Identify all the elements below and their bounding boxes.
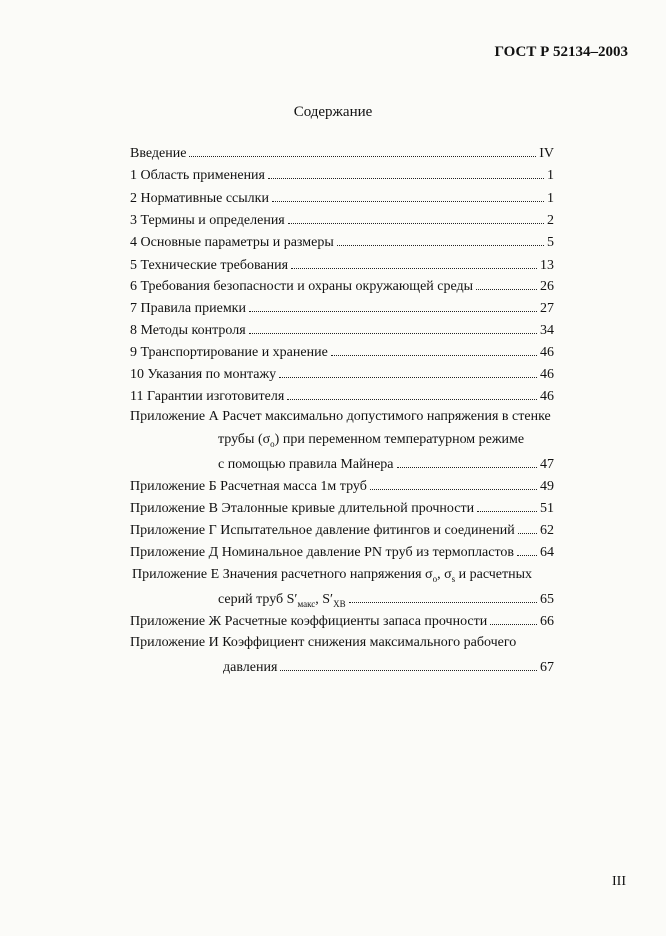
annex-e-sub-4: ХВ xyxy=(333,598,346,609)
toc-entry xyxy=(130,365,554,384)
annex-e-sub-1: o xyxy=(432,573,438,584)
page-title: Содержание xyxy=(293,104,373,120)
annex-a-line-2 xyxy=(218,431,524,453)
annex-a-line-1: Приложение А Расчет максимально допустимого напряжения в стенке xyxy=(130,409,551,424)
toc-entry-page: 49 xyxy=(540,479,554,494)
annex-i-line-2 xyxy=(223,658,554,677)
toc-leader-dots xyxy=(517,543,537,556)
toc-entry-page: 13 xyxy=(540,258,554,273)
toc-leader-dots xyxy=(249,321,537,334)
toc-entry xyxy=(130,256,554,275)
toc-entry-label: с помощью правила Майнера xyxy=(218,457,394,472)
toc-leader-dots xyxy=(477,499,537,512)
toc-entry-page: 1 xyxy=(547,191,554,206)
toc-entry xyxy=(130,166,554,185)
annex-e-line-1 xyxy=(132,566,532,588)
toc-entry-label: 7 Правила приемки xyxy=(130,301,246,316)
annex-d-entry xyxy=(130,543,554,562)
annex-e-line-1-post: и расчетных xyxy=(455,567,533,582)
toc-entry xyxy=(130,211,554,230)
toc-entry-label: 3 Термины и определения xyxy=(130,213,285,228)
toc-entry-page: 64 xyxy=(540,545,554,560)
toc-entry xyxy=(130,387,554,406)
toc-entry-page: 62 xyxy=(540,523,554,538)
toc-entry xyxy=(130,189,554,208)
toc-entry-label: 1 Область применения xyxy=(130,168,265,183)
toc-leader-dots xyxy=(279,365,537,378)
toc-entry-page: 5 xyxy=(547,235,554,250)
toc-leader-dots xyxy=(370,477,537,490)
toc-entry xyxy=(130,233,554,252)
toc-entry-label: давления xyxy=(223,660,278,675)
toc-leader-dots xyxy=(490,612,537,625)
toc-entry xyxy=(130,343,554,362)
toc-entry-label: Приложение Ж Расчетные коэффициенты запаса прочности xyxy=(130,614,488,629)
toc-leader-dots xyxy=(349,590,537,603)
toc-entry xyxy=(130,299,554,318)
annex-e-sub-3: макс xyxy=(297,598,316,609)
annex-a-line-2-post: ) при переменном температурном режиме xyxy=(274,432,525,447)
toc-entry-page: 67 xyxy=(540,660,554,675)
annex-e-sub-2: s xyxy=(451,573,456,584)
annex-e-line-2 xyxy=(218,590,554,613)
annex-v-entry xyxy=(130,499,554,518)
annex-zh-entry xyxy=(130,612,554,631)
toc-leader-dots xyxy=(288,211,544,224)
toc-entry-page: 2 xyxy=(547,213,554,228)
toc-leader-dots xyxy=(397,455,537,468)
toc-entry-page: IV xyxy=(539,146,554,161)
toc-entry-label: 8 Методы контроля xyxy=(130,323,246,338)
annex-a-line-3 xyxy=(218,455,554,474)
annex-b-entry xyxy=(130,477,554,496)
toc-leader-dots xyxy=(249,299,537,312)
toc-entry xyxy=(130,321,554,340)
toc-entry-label: Введение xyxy=(130,146,187,161)
toc-entry xyxy=(130,144,554,163)
page-number: III xyxy=(612,874,626,889)
annex-a-line-2-pre: трубы (σ xyxy=(218,432,271,447)
toc-leader-dots xyxy=(337,233,544,246)
annex-e-line-1-pre: Приложение Е Значения расчетного напряжения σ xyxy=(132,567,433,582)
toc-entry-page: 47 xyxy=(540,457,554,472)
toc-entry-page: 46 xyxy=(540,389,554,404)
annex-g-entry xyxy=(130,521,554,540)
annex-a-sigma-sub: o xyxy=(270,438,275,449)
toc-entry-label: 5 Технические требования xyxy=(130,258,289,273)
toc-leader-dots xyxy=(518,521,537,534)
standard-designation: ГОСТ Р 52134–2003 xyxy=(494,44,628,60)
annex-e-line-2-pre: серий труб S′ xyxy=(218,592,298,607)
toc-entry-page: 27 xyxy=(540,301,554,316)
toc-entry-label xyxy=(218,591,346,613)
toc-leader-dots xyxy=(280,658,537,671)
toc-entry xyxy=(130,277,554,296)
toc-entry-page: 26 xyxy=(540,279,554,294)
annex-i-line-1: Приложение И Коэффициент снижения максимального рабочего xyxy=(130,635,517,650)
toc-entry-page: 46 xyxy=(540,367,554,382)
toc-entry-page: 51 xyxy=(540,501,554,516)
toc-entry-label: 11 Гарантии изготовителя xyxy=(130,389,285,404)
annex-e-line-1-mid: , σ xyxy=(437,567,452,582)
annex-e-line-2-mid: , S′ xyxy=(315,592,334,607)
toc-entry-label: Приложение Д Номинальное давление PN труб из термопластов xyxy=(130,545,515,560)
toc-leader-dots xyxy=(189,144,536,157)
toc-entry-label: 2 Нормативные ссылки xyxy=(130,191,269,206)
toc-leader-dots xyxy=(272,189,544,202)
toc-entry-page: 34 xyxy=(540,323,554,338)
toc-entry-page: 65 xyxy=(540,592,554,607)
toc-leader-dots xyxy=(476,277,537,290)
toc-entry-label: 10 Указания по монтажу xyxy=(130,367,277,382)
toc-entry-label: 9 Транспортирование и хранение xyxy=(130,345,328,360)
toc-leader-dots xyxy=(331,343,537,356)
toc-entry-label: Приложение В Эталонные кривые длительной прочности xyxy=(130,501,475,516)
toc-entry-label: Приложение Г Испытательное давление фитингов и соединений xyxy=(130,523,515,538)
toc-leader-dots xyxy=(291,256,537,269)
toc-entry-page: 66 xyxy=(540,614,554,629)
toc-entry-page: 1 xyxy=(547,168,554,183)
toc-leader-dots xyxy=(287,387,537,400)
toc-entry-label: 4 Основные параметры и размеры xyxy=(130,235,334,250)
toc-entry-page: 46 xyxy=(540,345,554,360)
toc-leader-dots xyxy=(268,166,544,179)
toc-entry-label: 6 Требования безопасности и охраны окружающей среды xyxy=(130,279,474,294)
toc-entry-label: Приложение Б Расчетная масса 1м труб xyxy=(130,479,367,494)
